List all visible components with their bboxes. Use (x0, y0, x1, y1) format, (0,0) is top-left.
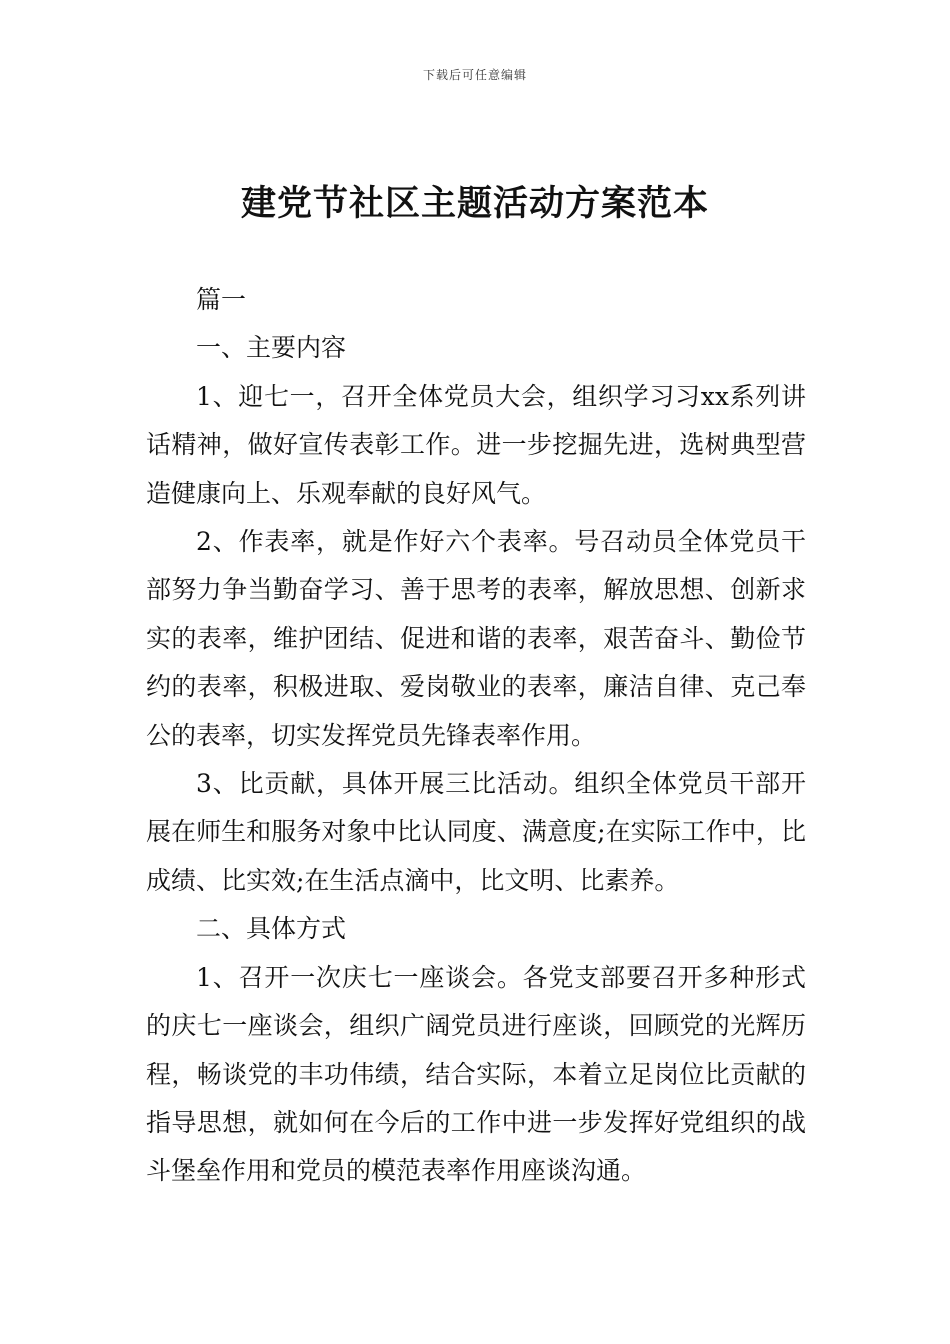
document-title: 建党节社区主题活动方案范本 (240, 184, 709, 224)
section-label: 篇一 (196, 285, 247, 314)
section-heading-main-content: 一、主要内容 (196, 333, 347, 363)
page-header-note: 下载后可任意编辑 (422, 68, 527, 82)
body-paragraph: 3、比贡献，具体开展三比活动。组织全体党员干部开展在师生和服务对象中比认同度、满意度;在实际工作中，比成绩、比实效;在生活点滴中，比文明、比素养。 (146, 769, 806, 895)
body-paragraph: 1、迎七一，召开全体党员大会，组织学习习xx系列讲话精神，做好宣传表彰工作。进一步挖掘先进，选树典型营造健康向上、乐观奉献的良好风气。 (146, 381, 806, 508)
body-paragraph: 1、召开一次庆七一座谈会。各党支部要召开多种形式的庆七一座谈会，组织广阔党员进行座谈，回顾党的光辉历程，畅谈党的丰功伟绩，结合实际，本着立足岗位比贡献的指导思想，就如何在今后的工作中进一步发挥好党组织的战斗堡垒作用和党员的模范表率作用座谈沟通。 (146, 962, 806, 1186)
document-body (146, 276, 806, 1196)
section-heading-methods: 二、具体方式 (196, 914, 347, 944)
body-paragraph: 2、作表率，就是作好六个表率。号召动员全体党员干部努力争当勤奋学习、善于思考的表率，解放思想、创新求实的表率，维护团结、促进和谐的表率，艰苦奋斗、勤俭节约的表率，积极进取、爱岗敬业的表率，廉洁自律、克己奉公的表率，切实发挥党员先锋表率作用。 (146, 527, 806, 750)
